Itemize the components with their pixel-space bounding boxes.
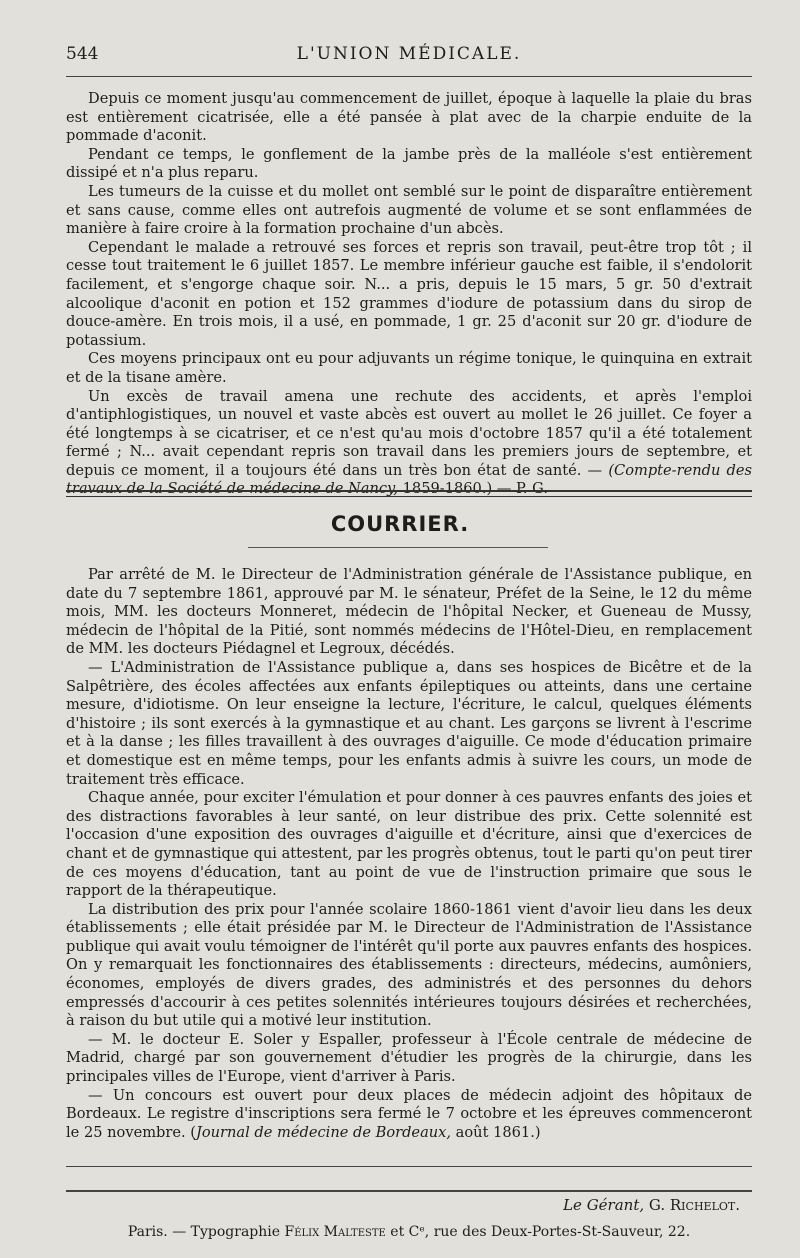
article-paragraph: Cependant le malade a retrouvé ses forces et repris son travail, peut-être trop tôt ; il cesse tout traitement le 6 juillet 1857. Le membre inférieur gauche est faible, il s'endolorit facilement, et s'engorge chaque soir. N... a pris, depuis le 15 mars, 5 gr. 50 d'extrait alcoolique d'aconit en potion et 152 grammes d'iodure de potassium dans du sirop de douce-amère. En trois mois, il a usé, en pommade, 1 gr. 25 d'aconit sur 20 gr. d'iodure de potassium.: [66, 238, 752, 349]
paragraph-text: Un excès de travail amena une rechute des accidents, et après l'emploi d'antiphlogistiques, un nouvel et vaste abcès est ouvert au mollet le 26 juillet. Ce foyer a été longtemps à se cicatriser, et ce n'est qu'au mois d'octobre 1857 qu'il a été totalement fermé ; N... avait cependant repris son travail dans les premiers jours de septembre, et depuis ce moment, il a toujours été dans un très bon état de santé. —: [66, 387, 752, 479]
citation-source: (Compte-rendu des travaux de la Société de médecine de Nancy,: [66, 461, 752, 498]
printer-imprint: [66, 1224, 752, 1240]
paragraph-end: août 1861.): [451, 1123, 541, 1141]
page-header: [66, 44, 752, 72]
article-paragraph: Depuis ce moment jusqu'au commencement de juillet, époque à laquelle la plaie du bras est entièrement cicatrisée, elle a été pansée à plat avec de la charpie enduite de la pommade d'aconit.: [66, 90, 752, 145]
printer-name: Félix Malteste: [284, 1224, 386, 1240]
signature: [66, 1196, 740, 1214]
section-separator: [66, 490, 752, 497]
signature-title: Le Gérant,: [563, 1196, 645, 1214]
citation-end: 1859-1860.) — P. G.: [397, 480, 548, 498]
courrier-paragraph: La distribution des prix pour l'année scolaire 1860-1861 vient d'avoir lieu dans les deux établissements ; elle était présidée par M. le Directeur de l'Administration de l'Assistance publique qui avait voulu témoigner de l'intérêt qu'il porte aux pauvres enfants des hospices. On y remarquait les fonctionnaires des établissements : directeurs, médecins, aumôniers, économes, employés de divers grades, des administrés et des personnes du dehors empressés d'accourir à ces petites solennités intérieures toujours désirées et recherchées, à raison du but utile qui a motivé leur institution.: [66, 900, 752, 1030]
imprint-end: et Cᵉ, rue des Deux-Portes-St-Sauveur, 22.: [385, 1224, 691, 1240]
courrier-paragraph: Chaque année, pour exciter l'émulation et pour donner à ces pauvres enfants des joies et des distractions favorables à leur santé, on leur distribue des prix. Cette solennité est l'occasion d'une exposition des ouvrages d'aiguille et d'écriture, ainsi que d'exercices de chant et de gymnastique qui attestent, par les progrès obtenus, tout le parti qu'on peut tirer de ces moyens d'éducation, tant au point de vue de l'instruction primaire que sous le rapport de la thérapeutique.: [66, 789, 752, 900]
courrier-paragraph-last: [66, 1087, 752, 1143]
top-article: [66, 90, 752, 499]
journal-title: Journal de médecine de Bordeaux,: [195, 1123, 452, 1141]
title-underline: [248, 547, 548, 548]
section-title: COURRIER.: [330, 512, 470, 536]
paragraph-text: — Un concours est ouvert pour deux places de médecin adjoint des hôpitaux de Bordeaux. Le registre d'inscriptions sera fermé le 7 octobre et les épreuves commenceront le 25 novembre. (: [66, 1086, 752, 1141]
imprint-start: Paris. — Typographie: [127, 1224, 285, 1240]
courrier-section: [66, 566, 752, 1142]
article-paragraph-last: [66, 388, 752, 500]
running-head: L'UNION MÉDICALE.: [296, 44, 522, 64]
article-paragraph: Pendant ce temps, le gonflement de la jambe près de la malléole s'est entièrement dissipé et n'a plus reparu.: [66, 145, 752, 182]
article-paragraph: Les tumeurs de la cuisse et du mollet ont semblé sur le point de disparaître entièrement et sans cause, comme elles ont autrefois augmenté de volume et se sont enflammées de manière à faire croire à la formation prochaine d'un abcès.: [66, 182, 752, 238]
courrier-paragraph: — L'Administration de l'Assistance publique a, dans ses hospices de Bicêtre et de la Salpêtrière, des écoles affectées aux enfants épileptiques ou atteints, dans une certaine mesure, d'idiotisme. On leur enseigne la lecture, l'écriture, le calcul, quelques éléments d'histoire ; ils sont exercés à la gymnastique et au chant. Les garçons se livrent à l'escrime et à la danse ; les filles travaillent à des ouvrages d'aiguille. Ce mode d'éducation primaire et domestique est en même temps, pour les enfants admis à suivre les cours, un mode de traitement très efficace.: [66, 658, 752, 788]
courrier-paragraph: — M. le docteur E. Soler y Espaller, professeur à l'École centrale de médecine de Madrid, chargé par son gouvernement d'étudier les progrès de la chirurgie, dans les principales villes de l'Europe, vient d'arriver à Paris.: [66, 1030, 752, 1086]
article-paragraph: Ces moyens principaux ont eu pour adjuvants un régime tonique, le quinquina en extrait et de la tisane amère.: [66, 350, 752, 386]
footer-rule: [66, 1166, 752, 1167]
imprint-rule: [66, 1190, 752, 1192]
header-rule: [66, 76, 752, 77]
page-number: 544: [66, 44, 99, 64]
signature-name: G. Richelot.: [644, 1196, 740, 1214]
courrier-paragraph: Par arrêté de M. le Directeur de l'Administration générale de l'Assistance publique, en date du 7 septembre 1861, approuvé par M. le sénateur, Préfet de la Seine, le 12 du même mois, MM. les docteurs Monneret, médecin de l'hôpital Necker, et Gueneau de Mussy, médecin de l'hôpital de la Pitié, sont nommés médecins de l'Hôtel-Dieu, en remplacement de MM. les docteurs Piédagnel et Legroux, décédés.: [66, 566, 752, 658]
